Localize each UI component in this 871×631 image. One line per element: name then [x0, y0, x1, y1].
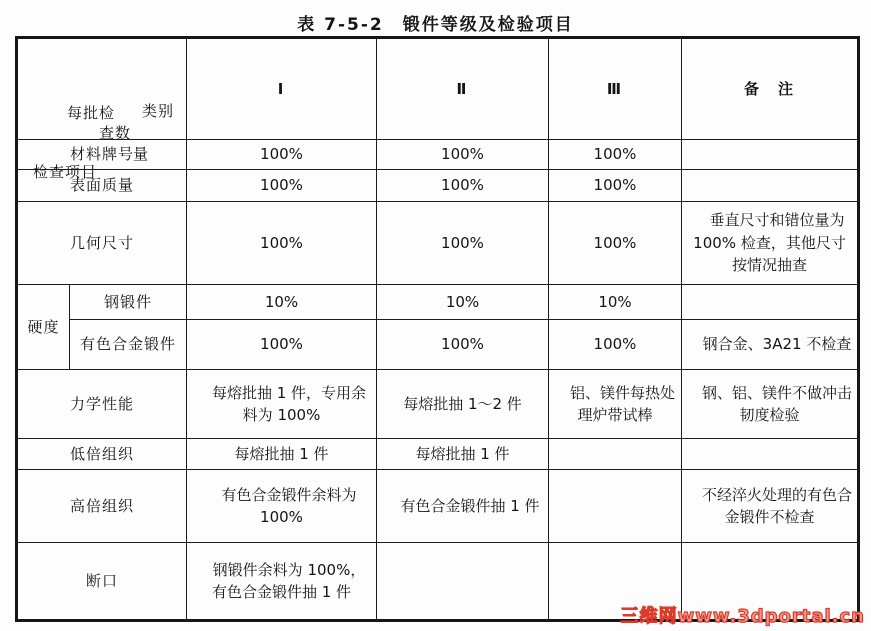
corner-label-qty-line2: 查数	[99, 124, 132, 142]
cell-remark: 垂直尺寸和错位量为 100% 检查，其他尺寸按情况抽查	[682, 202, 859, 285]
column-header-remarks: 备 注	[682, 38, 859, 140]
cell-grade2: 每熔批抽 1～2 件	[377, 370, 549, 439]
row-label: 几何尺寸	[17, 202, 187, 285]
cell-remark	[682, 170, 859, 202]
row-label: 力学性能	[17, 370, 187, 439]
cell-grade2	[377, 543, 549, 621]
cell-grade2: 100%	[377, 140, 549, 170]
cell-grade3	[549, 470, 682, 543]
site-watermark: 三维网www.3dportal.cn	[620, 606, 865, 627]
cell-grade3: 100%	[549, 202, 682, 285]
row-label: 断口	[17, 543, 187, 621]
corner-label-qty-line3: 量	[133, 145, 150, 163]
corner-label-items: 检查项目	[33, 163, 98, 181]
cell-grade3: 铝、镁件每热处理炉带试棒	[549, 370, 682, 439]
table-row-mechanical-properties	[17, 370, 859, 439]
cell-grade2: 100%	[377, 170, 549, 202]
corner-label-qty-line1: 每批检	[67, 104, 116, 122]
row-sublabel: 有色合金锻件	[70, 320, 187, 370]
cell-grade2: 有色合金锻件抽 1 件	[377, 470, 549, 543]
cell-grade3: 100%	[549, 170, 682, 202]
cell-grade1: 10%	[187, 285, 377, 320]
row-label: 表面质量	[17, 170, 187, 202]
column-header-grade-2: Ⅱ	[377, 38, 549, 140]
cell-grade1: 100%	[187, 170, 377, 202]
cell-grade2: 10%	[377, 285, 549, 320]
cell-remark: 不经淬火处理的有色合金锻件不检查	[682, 470, 859, 543]
cell-grade3: 100%	[549, 320, 682, 370]
corner-label-category: 类别	[142, 102, 175, 120]
column-header-grade-1: Ⅰ	[187, 38, 377, 140]
row-label: 高倍组织	[17, 470, 187, 543]
cell-grade1: 钢锻件余料为 100%，有色合金锻件抽 1 件	[187, 543, 377, 621]
table-row-geometry	[17, 202, 859, 285]
cell-grade1: 100%	[187, 320, 377, 370]
row-sublabel: 钢锻件	[70, 285, 187, 320]
row-label: 低倍组织	[17, 439, 187, 470]
cell-remark	[682, 285, 859, 320]
cell-remark: 钢合金、3A21 不检查	[682, 320, 859, 370]
page-title: 表 7-5-2 锻件等级及检验项目	[297, 15, 574, 35]
column-header-grade-3: Ⅲ	[549, 38, 682, 140]
cell-grade1: 有色合金锻件余料为 100%	[187, 470, 377, 543]
cell-grade1: 每熔批抽 1 件	[187, 439, 377, 470]
cell-grade2: 100%	[377, 202, 549, 285]
table-row-macrostructure	[17, 439, 859, 470]
cell-grade2: 100%	[377, 320, 549, 370]
cell-grade1: 100%	[187, 140, 377, 170]
cell-remark: 钢、铝、镁件不做冲击韧度检验	[682, 370, 859, 439]
cell-remark	[682, 439, 859, 470]
row-label: 材料牌号	[17, 140, 187, 170]
cell-grade3: 10%	[549, 285, 682, 320]
table-row-hardness-nonferrous	[17, 320, 859, 370]
cell-remark	[682, 140, 859, 170]
cell-grade1: 100%	[187, 202, 377, 285]
cell-grade3	[549, 439, 682, 470]
table-header-row	[17, 38, 859, 140]
table-row-hardness-steel	[17, 285, 859, 320]
table-row-microstructure	[17, 470, 859, 543]
row-group-label-hardness: 硬度	[17, 285, 70, 370]
cell-grade3: 100%	[549, 140, 682, 170]
table-row-surface-quality	[17, 170, 859, 202]
cell-grade2: 每熔批抽 1 件	[377, 439, 549, 470]
inspection-table	[15, 36, 860, 622]
cell-grade1: 每熔批抽 1 件，专用余料为 100%	[187, 370, 377, 439]
